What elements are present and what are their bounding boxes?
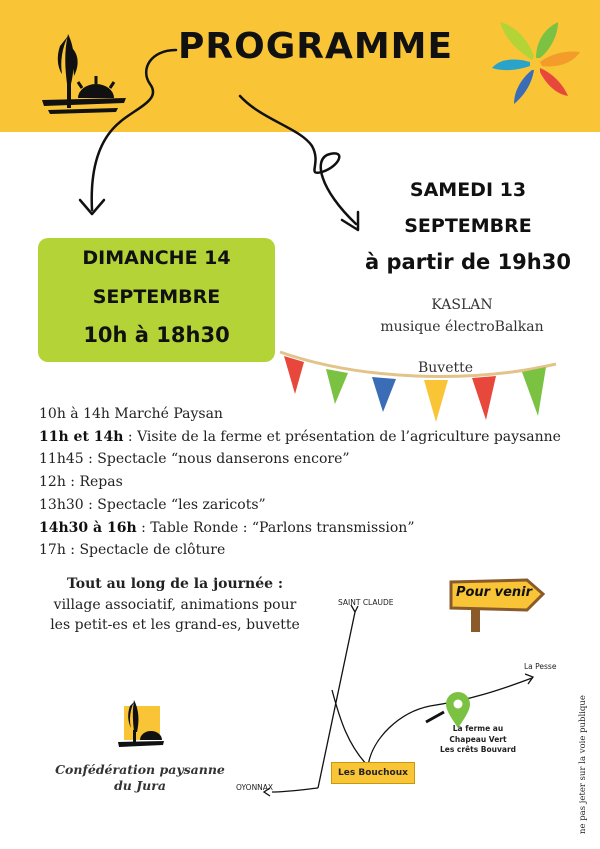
map-farm-label: La ferme au Chapeau Vert Les crêts Bouvard xyxy=(439,724,517,754)
saturday-time: à partir de 19h30 xyxy=(365,250,571,274)
saturday-bar: Buvette xyxy=(418,360,474,376)
music-genre: musique électroBalkan xyxy=(380,319,544,335)
saturday-month: SEPTEMBRE xyxy=(404,215,532,237)
confederation-logo-icon xyxy=(116,696,166,752)
map-label-north: SAINT CLAUDE xyxy=(338,598,394,607)
program-item: 13h30 : Spectacle “les zaricots” xyxy=(39,496,266,513)
location-pin-icon xyxy=(446,692,470,728)
artist-name: KASLAN xyxy=(431,297,493,313)
farm-access-mark xyxy=(426,712,444,722)
sunday-time: 10h à 18h30 xyxy=(83,323,230,347)
map-label-west: OYONNAX xyxy=(236,783,274,792)
road-oyonnax xyxy=(272,788,318,792)
road-village xyxy=(332,690,368,766)
all-day-heading: Tout au long de la journée : xyxy=(66,576,284,592)
sunday-day: DIMANCHE 14 xyxy=(82,247,231,269)
program-item: 11h45 : Spectacle “nous danserons encore” xyxy=(39,451,350,468)
all-day-line: les petit-es et les grand-es, buvette xyxy=(50,617,300,633)
program-item: 17h : Spectacle de clôture xyxy=(39,542,226,559)
program-item: 11h et 14h : Visite de la ferme et présentation de l’agriculture paysanne xyxy=(39,428,561,445)
map-label-east: La Pesse xyxy=(524,662,557,671)
organization-name: Confédération paysanne du Jura xyxy=(55,762,225,793)
directions-sign-label: Pour venir xyxy=(455,585,533,600)
sunday-month: SEPTEMBRE xyxy=(92,286,221,308)
program-item: 14h30 à 16h : Table Ronde : “Parlons transmission” xyxy=(39,519,415,536)
map-village-label: Les Bouchoux xyxy=(331,762,415,784)
saturday-day: SAMEDI 13 xyxy=(409,179,527,201)
all-day-line: village associatif, animations pour xyxy=(53,596,297,613)
page-title: PROGRAMME xyxy=(178,26,454,67)
program-item: 12h : Repas xyxy=(39,474,123,491)
program-item: 10h à 14h Marché Paysan xyxy=(39,406,223,422)
litter-notice: ne pas jeter sur la voie publique xyxy=(578,695,588,834)
